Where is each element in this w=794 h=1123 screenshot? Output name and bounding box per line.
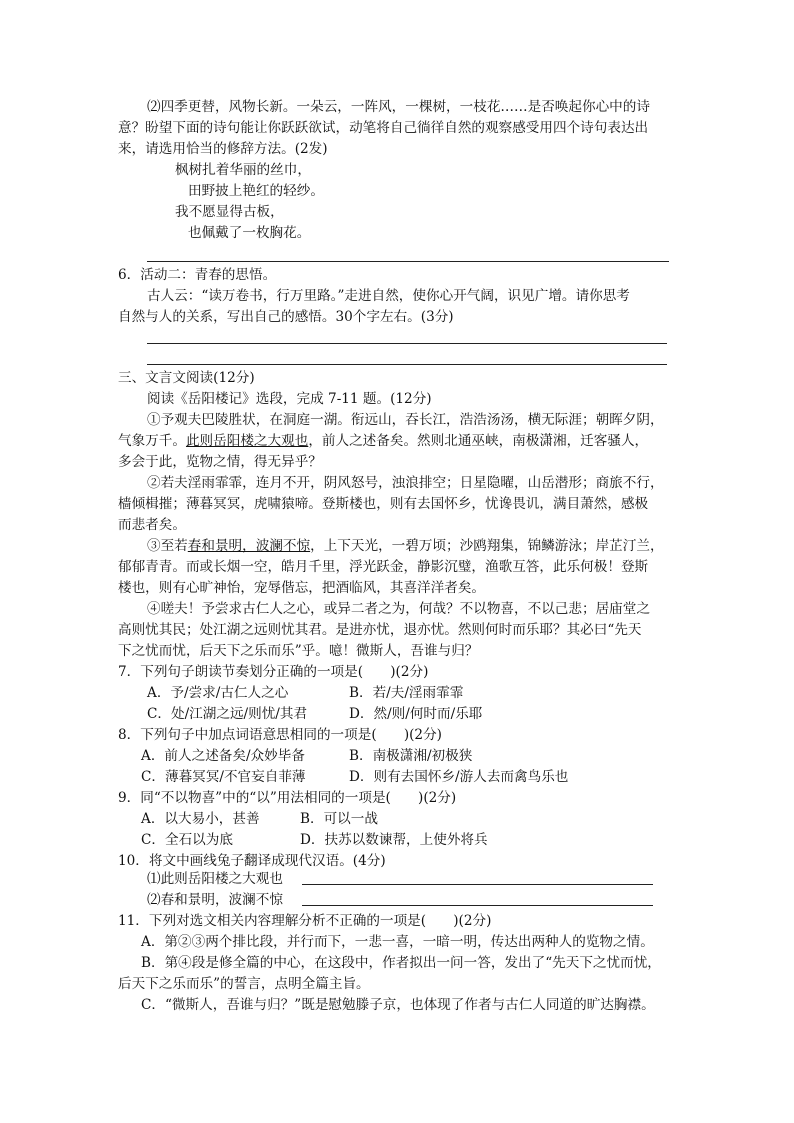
passage-p4-line-2: 高则忧其民；处江湖之远则忧其君。是进亦忧，退亦忧。然则何时而乐耶？其必曰“先天: [118, 622, 642, 638]
answer-line-q10-2[interactable]: [302, 905, 653, 906]
underlined-sentence-1: 此则岳阳楼之大观也: [185, 433, 309, 449]
passage-p3-line-3: 楼也，则有心旷神怡，宠辱偕忘，把酒临风，其喜洋洋者矣。: [118, 580, 486, 596]
q6-body-line-1: 古人云：“读万卷书，行万里路。”走进自然，使你心开气阔，识见广增。请你思考: [147, 288, 630, 304]
passage-p4-line-1: ④嗟夫！予尝求古仁人之心，或异二者之为，何哉？不以物喜，不以己悲；居庙堂之: [147, 601, 650, 617]
q7-option-a[interactable]: A．予/尝求/古仁人之心: [147, 685, 289, 701]
q9-option-d[interactable]: D．扶苏以数谏帮，上使外将兵: [300, 832, 488, 848]
poem-line-3: 我不愿显得古板，: [175, 204, 284, 220]
passage-p1-line-2: [118, 431, 648, 451]
q8-option-c[interactable]: C．薄暮冥冥/不官妄自菲薄: [141, 769, 306, 785]
answer-line-q6-2[interactable]: [147, 364, 667, 365]
answer-line-q6-1[interactable]: [147, 343, 667, 344]
q6-part2-prompt-line-3: 来，请选用恰当的修辞方法。(2发): [118, 141, 328, 157]
q8-stem: 8．下列句子中加点词语意思相同的一项是( )(2分): [118, 727, 442, 743]
passage-p2-line-3: 而悲者矣。: [118, 517, 186, 533]
q7-option-b[interactable]: B．若/夫/淫雨霏霏: [349, 685, 464, 701]
section3-intro: 阅读《岳阳楼记》选段，完成 7-11 题。(12分): [147, 391, 432, 407]
passage-p3-line-2: 郁郁青青。而或长烟一空，皓月千里，浮光跃金，静影沉璧，渔歌互答，此乐何极！登斯: [118, 559, 649, 575]
q8-option-d[interactable]: D．则有去国怀乡/游人去而禽鸟乐也: [349, 769, 569, 785]
answer-line-q10-1[interactable]: [302, 884, 653, 885]
answer-line-q6-part2[interactable]: [147, 261, 669, 262]
q11-option-c[interactable]: C．“微斯人，吾谁与归？”既是慰勉滕子京，也体现了作者与古仁人同道的旷达胸襟。: [141, 997, 655, 1013]
q11-stem: 11．下列对选文相关内容理解分析不正确的一项是( )(2分): [118, 913, 492, 929]
poem-line-1: 枫树扎着华丽的丝巾，: [175, 162, 311, 178]
q6-title: 6．活动二：青春的思悟。: [118, 267, 277, 283]
q7-option-c[interactable]: C．处/江湖之远/则忧/其君: [147, 706, 308, 722]
q6-body-line-2: 自然与人的关系，写出自己的感悟。30个字左右。(3分): [118, 309, 454, 325]
section3-title: 三、文言文阅读(12分): [118, 370, 255, 386]
q8-option-b[interactable]: B．南极潇湘/初极狭: [349, 748, 473, 764]
q10-item-2: ⑵春和景明，波澜不惊: [147, 892, 283, 908]
q11-option-b-line-1[interactable]: B．第④段是修全篇的中心，在这段中，作者拟出一问一答，发出了“先天下之忧而忧，: [141, 955, 661, 971]
q8-option-a[interactable]: A．前人之述备矣/众妙毕备: [141, 748, 305, 764]
passage-p1-line-1: ①予观夫巴陵胜状，在洞庭一湖。衔远山，吞长江，浩浩汤汤，横无际涯；朝晖夕阴，: [147, 412, 664, 428]
q7-option-d[interactable]: D．然/则/何时而/乐耶: [349, 706, 483, 722]
passage-p1-line-3: 多会于此，览物之情，得无异乎？: [118, 454, 322, 470]
underlined-sentence-2: 春和景明，波澜不惊: [187, 538, 311, 554]
passage-p1-text: 气象万千。: [118, 433, 186, 449]
q6-part2-prompt-line-2: 意？盼望下面的诗句能让你跃跃欲试，动笔将自己徜徉自然的观察感受用四个诗句表达出: [118, 120, 649, 136]
q10-item-1: ⑴此则岳阳楼之大观也: [147, 871, 283, 887]
passage-p3-text: ，上下天光，一碧万顷；沙鸥翔集，锦鳞游泳；岸芷汀兰，: [310, 538, 664, 554]
poem-line-2: 田野披上艳红的轻纱。: [188, 183, 324, 199]
poem-line-4: 也佩戴了一枚胸花。: [188, 225, 311, 241]
q10-stem: 10．将文中画线兔子翻译成现代汉语。(4分): [118, 853, 386, 869]
q6-part2-prompt-line-1: ⑵四季更替，风物长新。一朵云，一阵风，一棵树，一枝花……是否唤起你心中的诗: [147, 99, 650, 115]
passage-p2-line-1: ②若夫淫雨霏霏，连月不开，阴风怒号，浊浪排空；日星隐曜，山岳潜形；商旅不行，: [147, 475, 664, 491]
passage-p1-text: ，前人之述备矣。然则北通巫峡，南极潇湘，迁客骚人，: [308, 433, 649, 449]
passage-p3-line-1: [147, 536, 664, 556]
passage-p4-line-3: 下之忧而忧，后天下之乐而乐”乎。噫！微斯人，吾谁与归？: [118, 643, 479, 659]
q7-stem: 7．下列句子朗读节奏划分正确的一项是( )(2分): [118, 664, 429, 680]
q9-option-a[interactable]: A．以大易小，甚善: [141, 811, 260, 827]
passage-p3-text: ③至若: [147, 538, 188, 554]
q11-option-b-line-2[interactable]: 后天下之乐而乐”的誓言，点明全篇主旨。: [118, 976, 370, 992]
passage-p2-line-2: 樯倾楫摧；薄暮冥冥，虎啸猿啼。登斯楼也，则有去国怀乡，忧谗畏讥，满目萧然，感极: [118, 496, 649, 512]
q9-option-c[interactable]: C．全石以为底: [141, 832, 233, 848]
q11-option-a[interactable]: A．第②③两个排比段，并行而下，一悲一喜，一暗一明，传达出两种人的览物之情。: [141, 934, 654, 950]
q9-option-b[interactable]: B．可以一战: [300, 811, 378, 827]
q9-stem: 9．同“不以物喜”中的“以”用法相同的一项是( )(2分): [118, 790, 457, 806]
